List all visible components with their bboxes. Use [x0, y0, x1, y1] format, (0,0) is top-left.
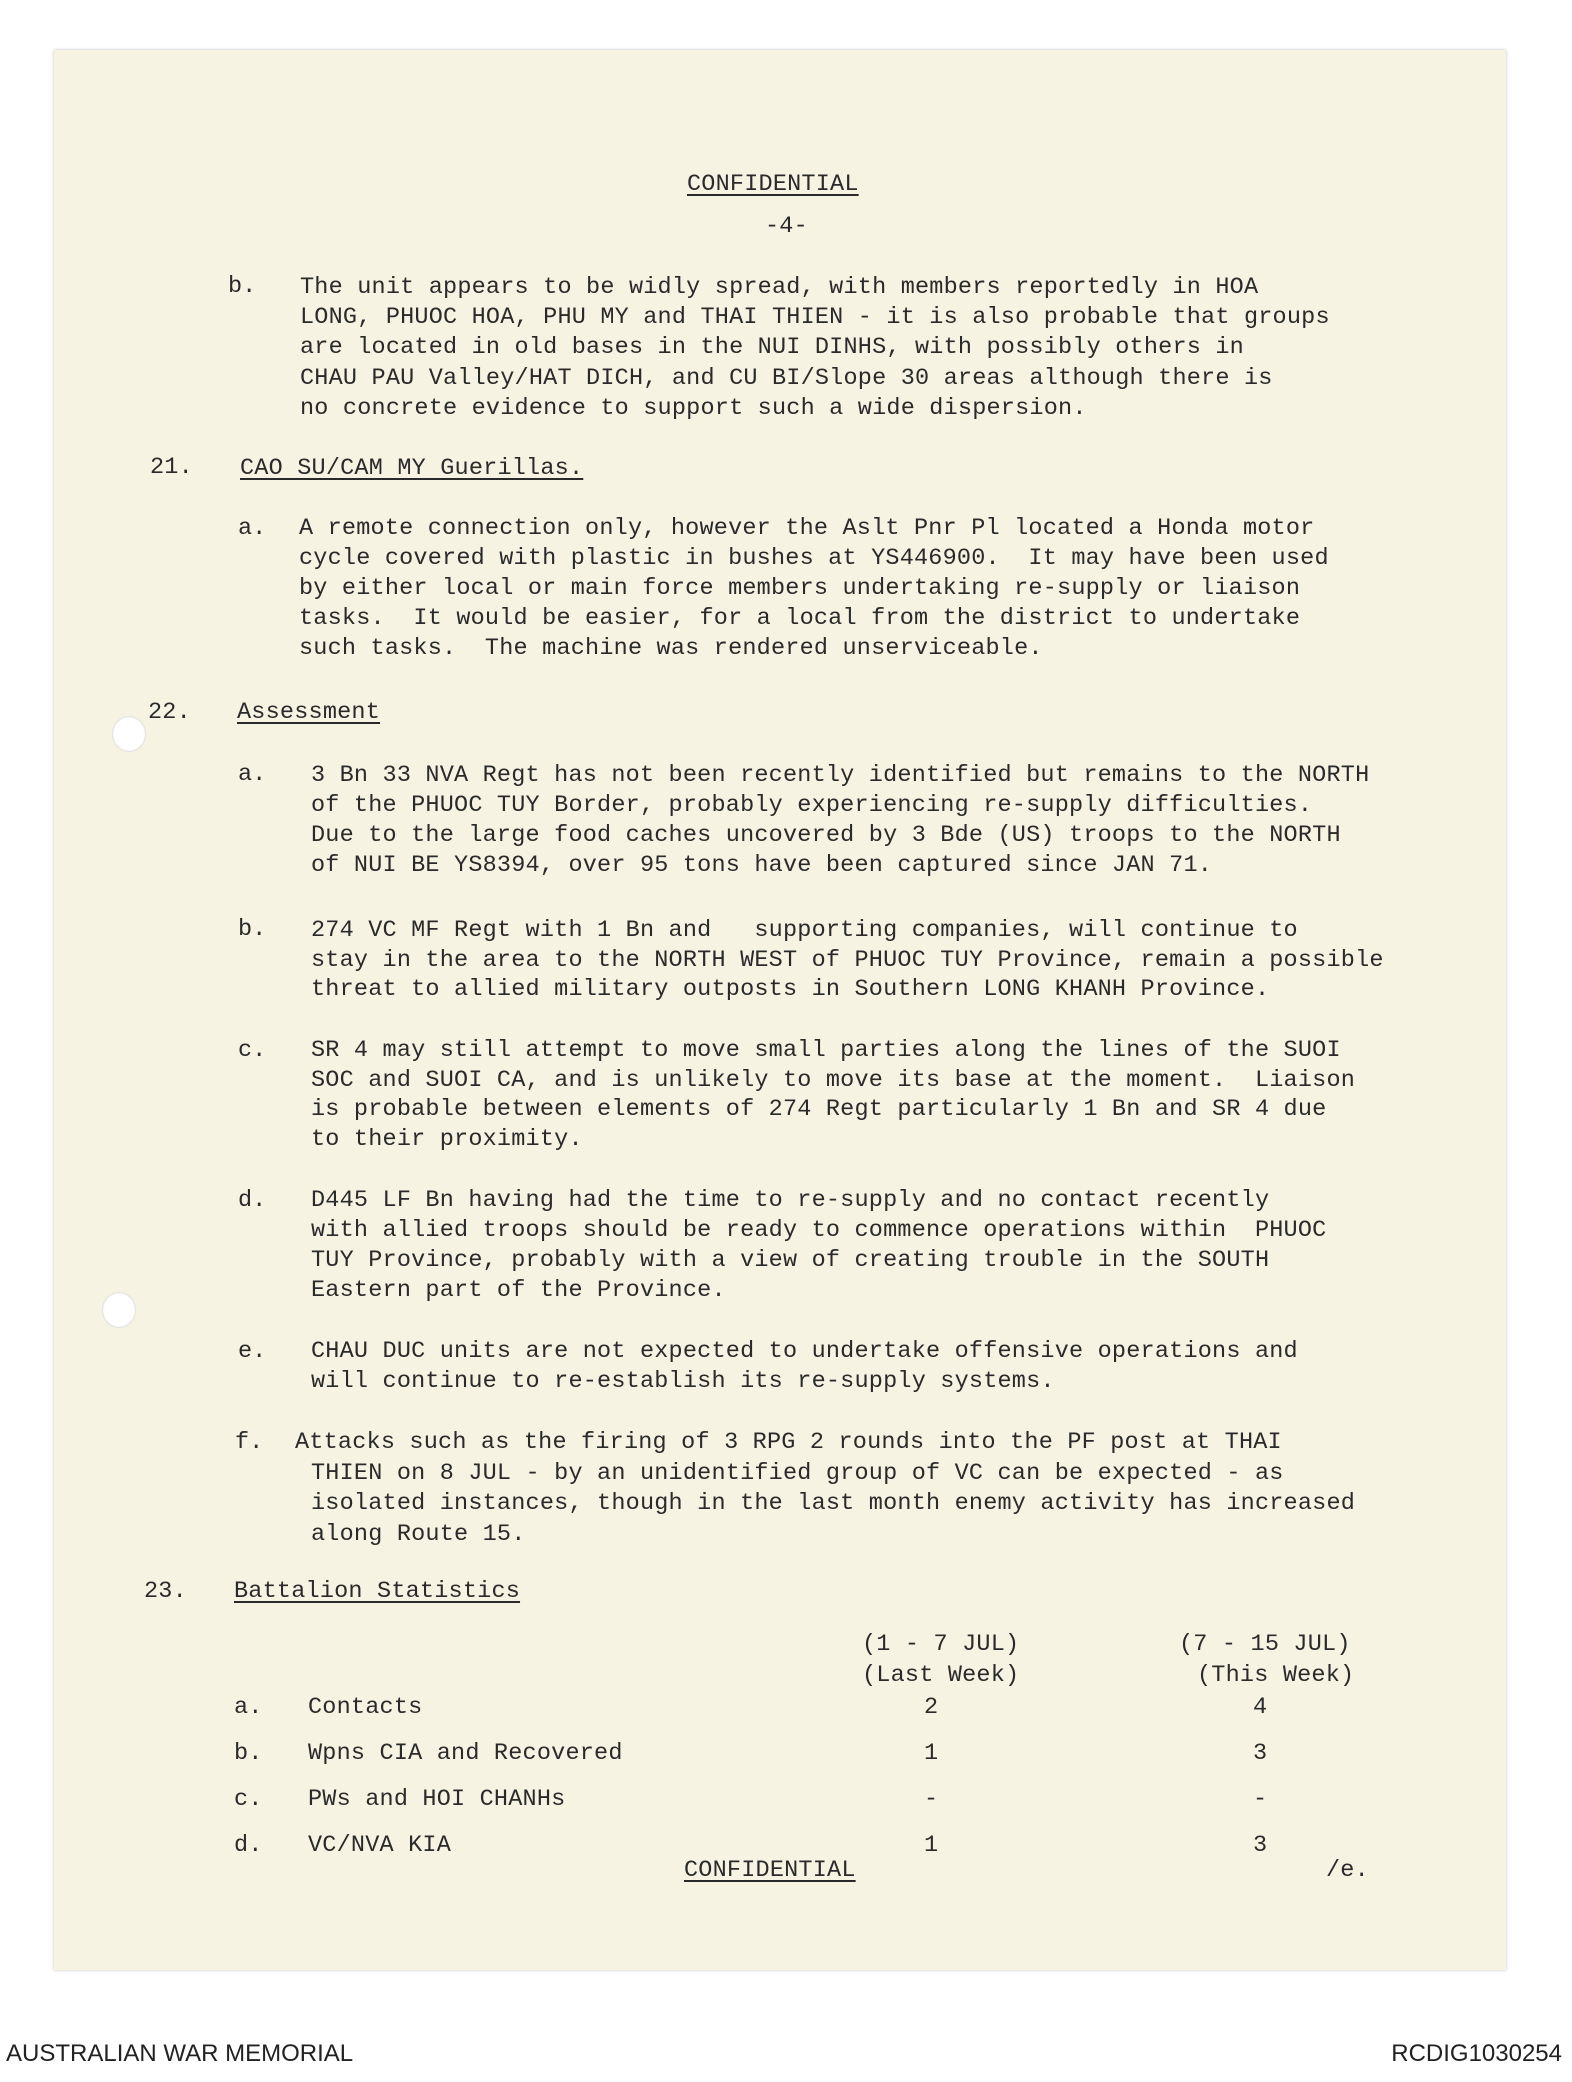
footer-source: AUSTRALIAN WAR MEMORIAL: [6, 2040, 354, 2067]
row-label: a.: [234, 1694, 263, 1721]
row-this-week: 3: [1253, 1740, 1268, 1767]
text-line: no concrete evidence to support such a wide dispersion.: [300, 395, 1087, 422]
item-label: f.: [235, 1429, 264, 1456]
row-last-week: -: [924, 1786, 939, 1813]
punch-hole-bottom: [102, 1292, 136, 1328]
text-line: tasks. It would be easier, for a local from the district to undertake: [299, 605, 1301, 632]
row-this-week: 4: [1253, 1694, 1268, 1721]
text-line: TUY Province, probably with a view of creating trouble in the SOUTH: [311, 1247, 1270, 1274]
text-line: threat to allied military outposts in Southern LONG KHANH Province.: [311, 976, 1270, 1003]
text-line: A remote connection only, however the Aslt Pnr Pl located a Honda motor: [299, 515, 1315, 542]
section-22-heading: Assessment: [237, 699, 381, 726]
row-last-week: 1: [924, 1832, 939, 1859]
text-line: are located in old bases in the NUI DINHS, with possibly others in: [300, 334, 1244, 361]
row-label: d.: [234, 1832, 263, 1859]
text-line: THIEN on 8 JUL - by an unidentified group of VC can be expected - as: [311, 1460, 1284, 1487]
text-line: cycle covered with plastic in bushes at YS446900. It may have been used: [299, 545, 1329, 572]
page-number: -4-: [765, 213, 808, 240]
row-name: VC/NVA KIA: [308, 1832, 452, 1859]
punch-hole-top: [112, 716, 146, 752]
row-label: b.: [234, 1740, 263, 1767]
document-page: [54, 50, 1506, 1970]
item-label: a.: [238, 761, 267, 788]
text-line: CHAU DUC units are not expected to undertake offensive operations and: [311, 1338, 1298, 1365]
item-label: a.: [238, 515, 267, 542]
header-classification: CONFIDENTIAL: [687, 171, 859, 198]
text-line: The unit appears to be widly spread, with members reportedly in HOA: [300, 274, 1259, 301]
text-line: 3 Bn 33 NVA Regt has not been recently identified but remains to the NORTH: [311, 762, 1370, 789]
text-line: stay in the area to the NORTH WEST of PHUOC TUY Province, remain a possible: [311, 947, 1384, 974]
text-line: isolated instances, though in the last month enemy activity has increased: [311, 1490, 1356, 1517]
text-line: D445 LF Bn having had the time to re-supply and no contact recently: [311, 1187, 1270, 1214]
text-line: such tasks. The machine was rendered unserviceable.: [299, 635, 1043, 662]
text-line: by either local or main force members undertaking re-supply or liaison: [299, 575, 1301, 602]
text-line: Due to the large food caches uncovered by 3 Bde (US) troops to the NORTH: [311, 822, 1341, 849]
row-last-week: 1: [924, 1740, 939, 1767]
text-line: CHAU PAU Valley/HAT DICH, and CU BI/Slope 30 areas although there is: [300, 365, 1273, 392]
item-label: e.: [238, 1338, 267, 1365]
row-name: PWs and HOI CHANHs: [308, 1786, 566, 1813]
section-21-heading: CAO SU/CAM MY Guerillas.: [240, 455, 584, 482]
row-this-week: 3: [1253, 1832, 1268, 1859]
text-line: SOC and SUOI CA, and is unlikely to move its base at the moment. Liaison: [311, 1067, 1356, 1094]
row-name: Contacts: [308, 1694, 423, 1721]
row-this-week: -: [1253, 1786, 1268, 1813]
text-line: will continue to re-establish its re-supply systems.: [311, 1368, 1055, 1395]
stats-col-this-range: (7 - 15 JUL): [1179, 1631, 1351, 1658]
text-line: is probable between elements of 274 Regt particularly 1 Bn and SR 4 due: [311, 1096, 1327, 1123]
text-line: Eastern part of the Province.: [311, 1277, 726, 1304]
text-line: 274 VC MF Regt with 1 Bn and supporting companies, will continue to: [311, 917, 1298, 944]
row-last-week: 2: [924, 1694, 939, 1721]
text-line: with allied troops should be ready to commence operations within PHUOC: [311, 1217, 1327, 1244]
stats-col-last-period: (Last Week): [862, 1662, 1020, 1689]
bottom-classification: CONFIDENTIAL: [684, 1857, 856, 1884]
text-line: SR 4 may still attempt to move small parties along the lines of the SUOI: [311, 1037, 1341, 1064]
continuation-marker: /e.: [1326, 1857, 1369, 1884]
section-23-heading: Battalion Statistics: [234, 1578, 521, 1605]
text-line: of NUI BE YS8394, over 95 tons have been captured since JAN 71.: [311, 852, 1213, 879]
text-line: to their proximity.: [311, 1126, 583, 1153]
text-line: LONG, PHUOC HOA, PHU MY and THAI THIEN - it is also probable that groups: [300, 304, 1330, 331]
item-label: b.: [238, 916, 267, 943]
row-label: c.: [234, 1786, 263, 1813]
para-b-label: b.: [228, 273, 257, 300]
section-21-number: 21.: [150, 454, 193, 481]
stats-col-last-range: (1 - 7 JUL): [862, 1631, 1020, 1658]
text-line: Attacks such as the firing of 3 RPG 2 rounds into the PF post at THAI: [295, 1429, 1282, 1456]
text-line: of the PHUOC TUY Border, probably experiencing re-supply difficulties.: [311, 792, 1313, 819]
stats-col-this-period: (This Week): [1197, 1662, 1355, 1689]
section-23-number: 23.: [144, 1578, 187, 1605]
item-label: c.: [238, 1037, 267, 1064]
text-line: along Route 15.: [311, 1521, 526, 1548]
footer-record-id: RCDIG1030254: [1391, 2040, 1562, 2067]
section-22-number: 22.: [148, 699, 191, 726]
item-label: d.: [238, 1187, 267, 1214]
row-name: Wpns CIA and Recovered: [308, 1740, 623, 1767]
